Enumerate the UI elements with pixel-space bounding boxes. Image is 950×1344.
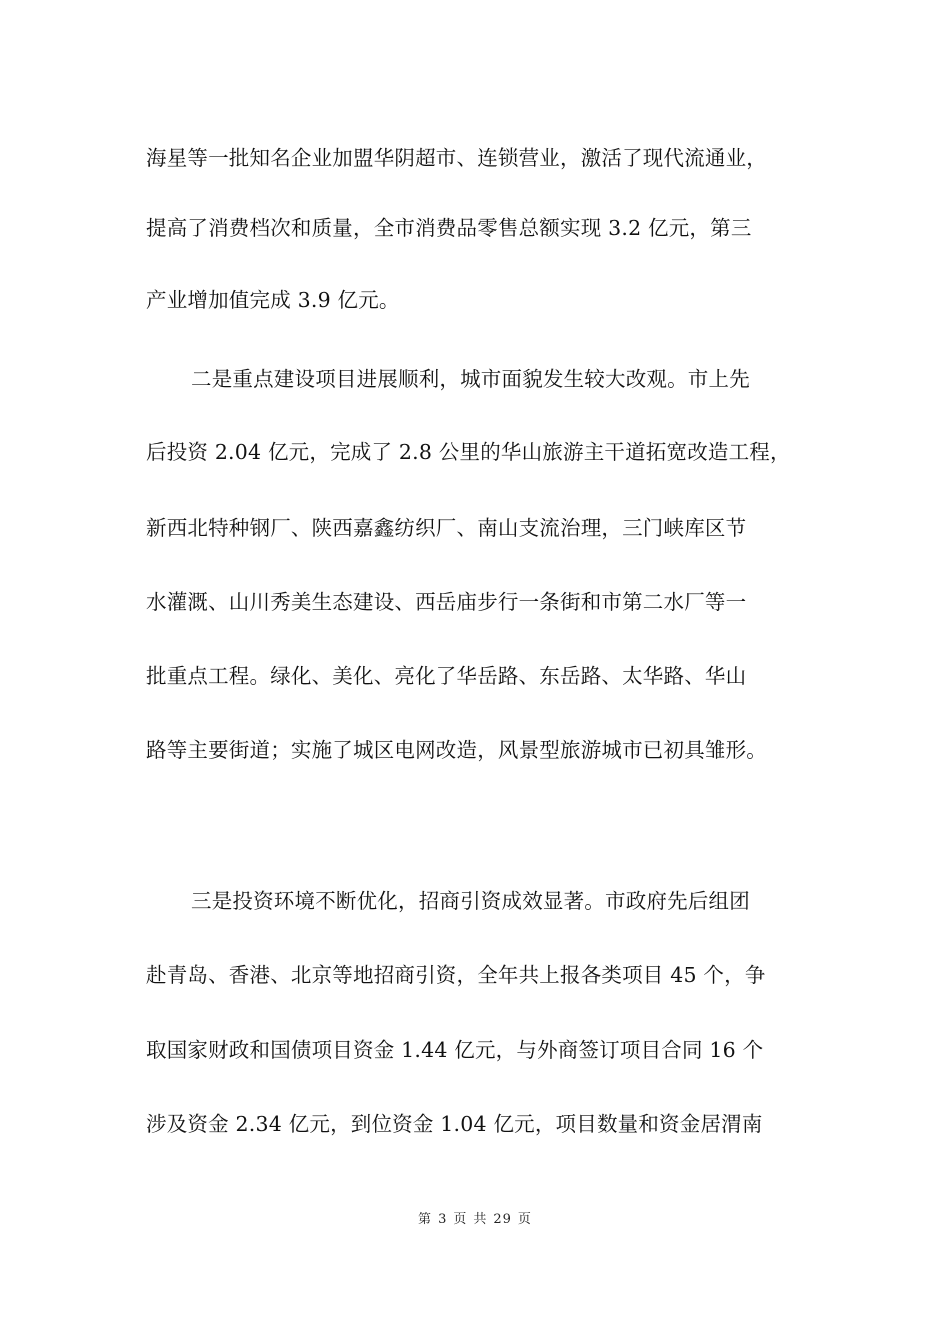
text-line: 海星等一批知名企业加盟华阴超市、连锁营业，激活了现代流通业， — [146, 146, 767, 170]
total-pages-number: 29 — [493, 1212, 512, 1227]
footer-page-label: 页 — [453, 1212, 468, 1227]
text-line: 产业增加值完成 3.9 亿元。 — [146, 288, 400, 312]
text-line: 取国家财政和国债项目资金 1.44 亿元，与外商签订项目合同 16 个 — [146, 1038, 764, 1062]
footer-suffix: 页 — [517, 1212, 532, 1227]
footer-prefix: 第 — [418, 1212, 433, 1227]
text-line: 后投资 2.04 亿元，完成了 2.8 公里的华山旅游主干道拓宽改造工程， — [146, 440, 791, 464]
text-line: 新西北特种钢厂、陕西嘉鑫纺织厂、南山支流治理，三门峡库区节 — [146, 516, 747, 540]
text-line: 路等主要街道；实施了城区电网改造，风景型旅游城市已初具雏形。 — [146, 738, 767, 762]
text-line: 赴青岛、香港、北京等地招商引资，全年共上报各类项目 45 个，争 — [146, 963, 766, 987]
text-line: 批重点工程。绿化、美化、亮化了华岳路、东岳路、太华路、华山 — [146, 664, 747, 688]
footer-total-label: 共 — [473, 1212, 488, 1227]
current-page-number: 3 — [438, 1212, 448, 1227]
text-line: 三是投资环境不断优化，招商引资成效显著。市政府先后组团 — [191, 889, 750, 913]
page-footer — [0, 1208, 950, 1227]
text-line: 涉及资金 2.34 亿元，到位资金 1.04 亿元，项目数量和资金居渭南 — [146, 1112, 763, 1136]
text-line: 提高了消费档次和质量，全市消费品零售总额实现 3.2 亿元，第三 — [146, 216, 752, 240]
text-line: 二是重点建设项目进展顺利，城市面貌发生较大改观。市上先 — [191, 367, 750, 391]
text-line: 水灌溉、山川秀美生态建设、西岳庙步行一条街和市第二水厂等一 — [146, 590, 747, 614]
